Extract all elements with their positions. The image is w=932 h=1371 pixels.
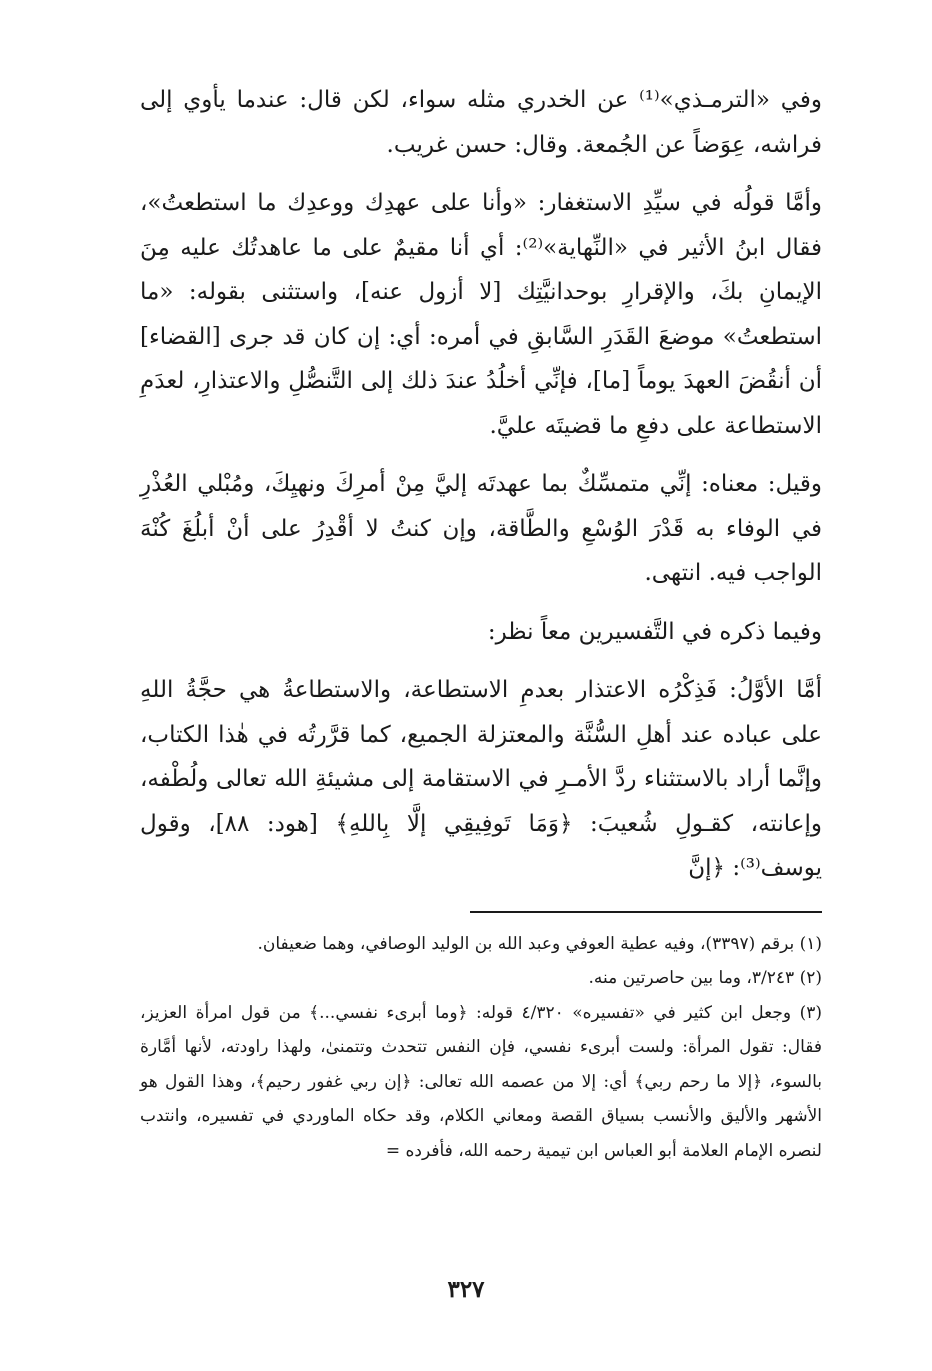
footnote-3: (٣) وجعل ابن كثير في «تفسيره» ٤/٣٢٠ قوله: ﴿وما أبرىء نفسي...﴾ من قول امرأة العزيز، فقال: تقول المرأة: ولست أبرىء نفسي، فإن النفس تتحدث وتتمنىٰ، ولهذا راودته، لأنها أمَّارة بالسوء، ﴿إلا ما رحم ربي﴾ أي: إلا من عصمه الله تعالى: ﴿إن ربي غفور رحيم﴾، وهذا القول هو الأشهر والأليق والأنسب بسياق القصة ومعاني الكلام، وقد حكاه الماوردي في تفسيره، وانتدب لنصره الإمام العلامة أبو العباس ابن تيمية رحمه الله، فأفرده = <box>140 1002 822 1161</box>
paragraph-3: وقيل: معناه: إنِّي متمسِّكٌ بما عهدتَه إليَّ مِنْ أمرِكَ ونهيِكَ، ومُبْلي العُذْرِ في الوفاء به قَدْرَ الوُسْعِ والطَّاقة، وإن كنتُ لا أقْدِرُ على أنْ أبلُغَ كُنْهَ الواجب فيه. انتهى. <box>140 471 822 586</box>
footnotes <box>140 927 822 1169</box>
paragraph-2: وأمَّا قولُه في سيِّدِ الاستغفار: «وأنا على عهدِك ووعدِك ما استطعتُ»، فقال ابنُ الأثير في «النِّهاية»⁽²⁾: أي أنا مقيمٌ على ما عاهدتُك عليه مِنَ الإيمانِ بكَ، والإقرارِ بوحدانيَّتِك [لا أزول عنه]، واستثنى بقوله: «ما استطعتُ» موضعَ القَدَرِ السَّابقِ في أمره: أي: إن كان قد جرى [القضاء] أن أنقُضَ العهدَ يوماً [ما]، فإنِّي أخلُدُ عندَ ذلك إلى التَّنصُّلِ والاعتذارِ، لعدَمِ الاستطاعة على دفعِ ما قضيتَه عليَّ. <box>140 190 822 439</box>
footnote-1: (١) برقم (٣٣٩٧)، وفيه عطية العوفي وعبد الله بن الوليد الوصافي، وهما ضعيفان. <box>257 933 822 954</box>
paragraph-4: وفيما ذكره في التَّفسيرين معاً نظر: <box>487 618 822 645</box>
paragraph-1: وفي «الترمـذي»⁽¹⁾ عن الخدري مثله سواء، لكن قال: عندما يأوي إلى فراشه، عِوَضاً عن الجُمعة. وقال: حسن غريب. <box>140 87 822 158</box>
main-text <box>140 78 822 891</box>
page-number: ٣٢٧ <box>447 1276 485 1303</box>
paragraph-5: أمَّا الأوَّلُ: فَذِكْرُه الاعتذار بعدمِ الاستطاعة، والاستطاعةُ هي حجَّةُ اللهِ على عباده عند أهلِ السُّنَّة والمعتزلة الجميع، كما قرَّرتُه في هٰذا الكتاب، وإنَّما أراد بالاستثناء ردَّ الأمـرِ في الاستقامة إلى مشيئةِ الله تعالى ولُطْفه، وإعانته، كقـولِ شُعيبَ: ﴿وَمَا تَوفِيقِي إلَّا بِاللهِ﴾ [هود: ٨٨]، وقول يوسف⁽³⁾: ﴿إنَّ <box>140 677 822 881</box>
footnote-divider <box>470 911 822 913</box>
footnote-2: (٢) ٣/٢٤٣، وما بين حاصرتين منه. <box>588 968 822 988</box>
